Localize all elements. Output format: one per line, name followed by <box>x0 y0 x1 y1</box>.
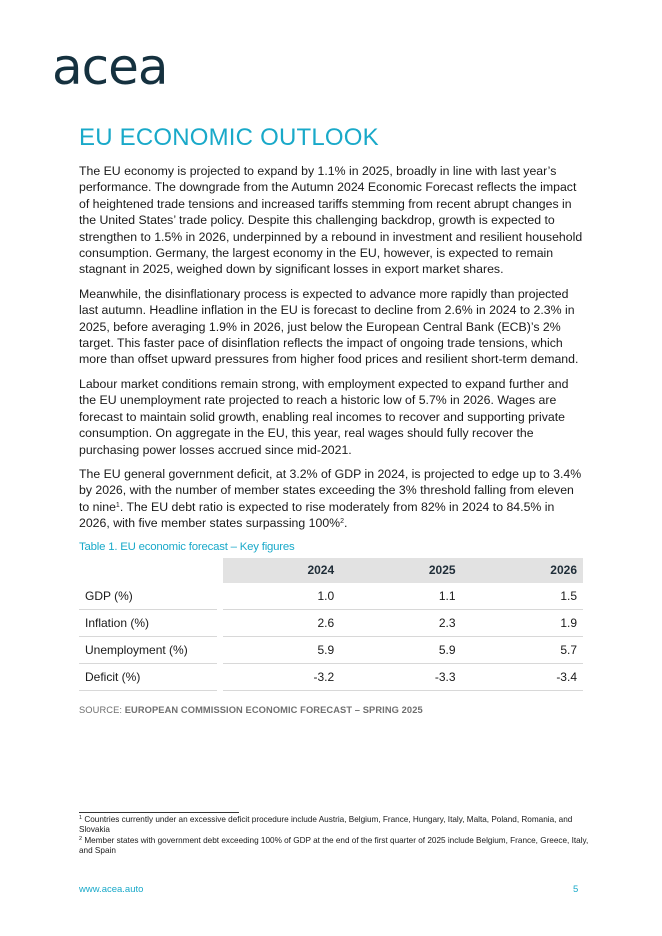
logo-wordmark: acea <box>52 38 168 96</box>
footnote-ref-1[interactable]: 1 <box>115 501 120 509</box>
cell-value: 1.0 <box>223 583 340 610</box>
table-row <box>79 583 583 610</box>
paragraph-inflation: Meanwhile, the disinflationary process is expected to advance more rapidly than projected last autumn. Headline inflation in the EU is forecast to decline from 2.6% in 2024 to 2.3% in 2025, before averaging 1.9% in 2026, just below the European Central Bank (ECB)’s 2% target. This faster pace of disinflation reflects the impact of ongoing trade tensions, which more than offset upward pressures from higher food prices and resilient short-term demand. <box>79 286 579 367</box>
footnote-2-text: Member states with government debt exceeding 100% of GDP at the end of the first quarter of 2025 include Belgium, France, Greece, Italy, and Spain <box>79 835 589 855</box>
main-content <box>79 124 583 715</box>
cell-value: 5.7 <box>462 636 583 663</box>
cell-value: 2.3 <box>340 609 461 636</box>
table-row <box>79 609 583 636</box>
footnote-1-number: 1 <box>79 815 83 821</box>
cell-value: 5.9 <box>340 636 461 663</box>
header-year-2025: 2025 <box>340 558 461 583</box>
cell-value: 1.9 <box>462 609 583 636</box>
table-header-row <box>79 558 583 583</box>
footnotes <box>79 815 589 856</box>
footnote-1 <box>79 815 589 836</box>
footer-link[interactable]: www.acea.auto <box>79 884 144 895</box>
cell-value: 2.6 <box>223 609 340 636</box>
row-label: GDP (%) <box>79 583 217 610</box>
paragraph-deficit-text-3: . <box>344 516 348 531</box>
cell-value: -3.3 <box>340 663 461 690</box>
table-source <box>79 705 583 715</box>
cell-value: 1.1 <box>340 583 461 610</box>
table-row <box>79 663 583 690</box>
row-label: Inflation (%) <box>79 609 217 636</box>
acea-logo <box>52 38 168 96</box>
cell-value: 1.5 <box>462 583 583 610</box>
cell-value: -3.4 <box>462 663 583 690</box>
header-blank-cell <box>79 558 217 583</box>
table-caption: Table 1. EU economic forecast – Key figures <box>79 540 295 553</box>
footnote-2 <box>79 836 589 857</box>
source-prefix: SOURCE: <box>79 704 125 715</box>
header-year-2024: 2024 <box>223 558 340 583</box>
paragraph-deficit-text-1: The EU general government deficit, at 3.2% of GDP in 2024, is projected to edge up to 3.4% by 2026, with the number of member states exceeding the 3% threshold falling from eleven to nine <box>79 466 582 514</box>
key-figures-table <box>79 558 583 691</box>
header-year-2026: 2026 <box>462 558 583 583</box>
row-label: Unemployment (%) <box>79 636 217 663</box>
page-title: EU ECONOMIC OUTLOOK <box>79 124 379 151</box>
cell-value: -3.2 <box>223 663 340 690</box>
paragraph-labour: Labour market conditions remain strong, with employment expected to expand further and the EU unemployment rate projected to reach a historic low of 5.7% in 2026. Wages are forecast to maintain solid growth, enabling real incomes to recover and supporting private consumption. On aggregate in the EU, this year, real wages should fully recover the purchasing power losses accrued since mid-2021. <box>79 376 569 457</box>
paragraph-deficit-text-2: . The EU debt ratio is expected to rise moderately from 82% in 2024 to 84.5% in 2026, with five member states surpassing 100% <box>79 499 555 531</box>
cell-value: 5.9 <box>223 636 340 663</box>
footnote-ref-2[interactable]: 2 <box>340 518 345 526</box>
page-number: 5 <box>573 884 579 895</box>
paragraph-growth: The EU economy is projected to expand by 1.1% in 2025, broadly in line with last year’s performance. The downgrade from the Autumn 2024 Economic Forecast reflects the impact of heightened trade tensions and increased tariffs stemming from recent abrupt changes in the United States’ trade policy. Despite this challenging backdrop, growth is expected to strengthen to 1.5% in 2026, underpinned by a rebound in investment and resilient household consumption. Germany, the largest economy in the EU, however, is expected to remain stagnant in 2025, weighed down by significant losses in export market shares. <box>79 164 583 277</box>
footnote-2-number: 2 <box>79 835 83 842</box>
footnote-1-text: Countries currently under an excessive deficit procedure include Austria, Belgium, France, Hungary, Italy, Malta, Poland, Romania, and Slovakia <box>79 815 573 835</box>
row-label: Deficit (%) <box>79 663 217 690</box>
source-text: EUROPEAN COMMISSION ECONOMIC FORECAST – SPRING 2025 <box>124 704 423 715</box>
paragraph-deficit <box>79 466 583 532</box>
footnote-divider <box>79 812 239 813</box>
table-row <box>79 636 583 663</box>
